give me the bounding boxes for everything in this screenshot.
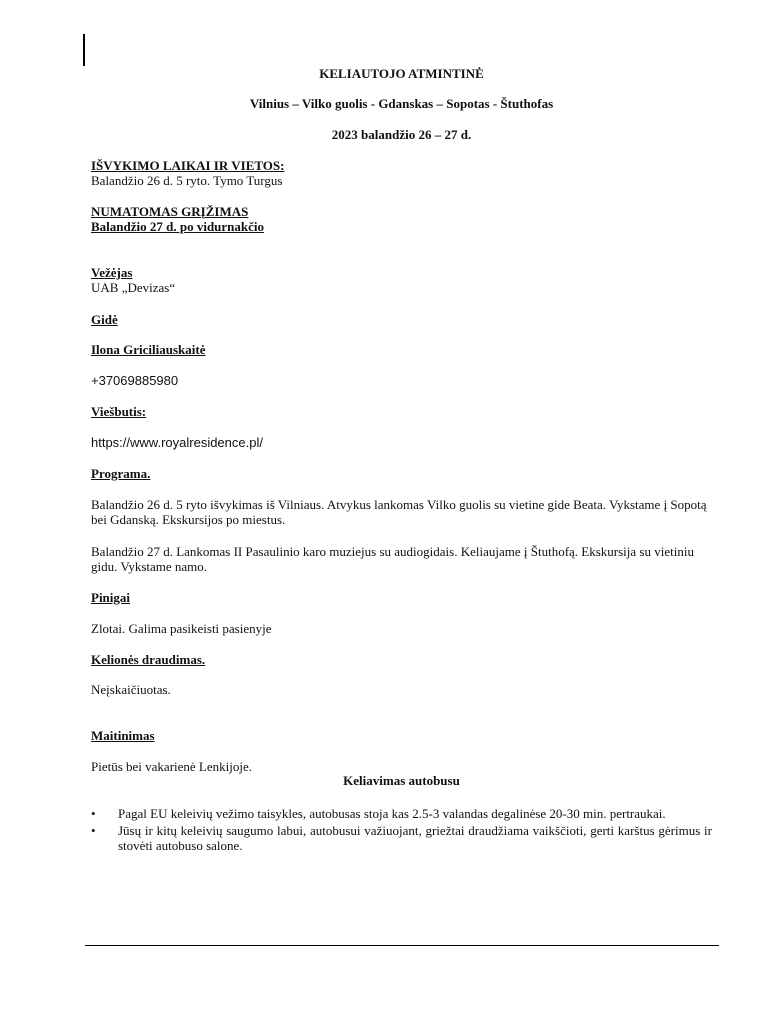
program-day2: Balandžio 27 d. Lankomas II Pasaulinio karo muziejus su audiogidais. Keliaujame į Štuthofą. Ekskursija su vietiniu gidu. Vykstame namo. bbox=[91, 544, 694, 574]
hotel-heading: Viešbutis: bbox=[91, 404, 147, 419]
carrier-section bbox=[91, 265, 712, 295]
list-item bbox=[91, 823, 712, 853]
bullet-icon: • bbox=[91, 823, 96, 838]
program-day1: Balandžio 26 d. 5 ryto išvykimas iš Vilniaus. Atvykus lankomas Vilko guolis su vietine gide Beata. Vykstame į Sopotą bei Gdanską. Ekskursijos po miestus. bbox=[91, 497, 707, 527]
dates-line: 2023 balandžio 26 – 27 d. bbox=[331, 127, 472, 142]
insurance-heading: Kelionės draudimas. bbox=[91, 652, 206, 667]
bus-heading: Keliavimas autobusu bbox=[343, 773, 460, 788]
document-title: KELIAUTOJO ATMINTINĖ bbox=[319, 66, 484, 81]
bus-rule-text: Pagal EU keleivių vežimo taisykles, autobusas stoja kas 2.5-3 valandas degalinėse 20-30 min. pertraukai. bbox=[118, 806, 666, 821]
return-section bbox=[91, 204, 712, 234]
guide-name: Ilona Griciliauskaitė bbox=[91, 342, 206, 357]
money-heading: Pinigai bbox=[91, 590, 131, 605]
return-text: Balandžio 27 d. po vidurnakčio bbox=[91, 219, 265, 234]
text-cursor bbox=[83, 34, 85, 66]
insurance-text: Neįskaičiuotas. bbox=[91, 682, 171, 697]
meals-heading: Maitinimas bbox=[91, 728, 155, 743]
departure-text: Balandžio 26 d. 5 ryto. Tymo Turgus bbox=[91, 173, 283, 188]
guide-heading: Gidė bbox=[91, 312, 118, 327]
route-line: Vilnius – Vilko guolis - Gdanskas – Sopotas - Štuthofas bbox=[249, 96, 554, 111]
carrier-text: UAB „Devizas“ bbox=[91, 280, 176, 295]
return-heading: NUMATOMAS GRĮŽIMAS bbox=[91, 204, 249, 219]
departure-section bbox=[91, 158, 712, 188]
program-heading: Programa. bbox=[91, 466, 151, 481]
meals-text: Pietūs bei vakarienė Lenkijoje. bbox=[91, 759, 253, 774]
hotel-url-link[interactable]: https://www.royalresidence.pl/ bbox=[91, 435, 263, 450]
money-text: Zlotai. Galima pasikeisti pasienyje bbox=[91, 621, 272, 636]
bus-rule-text: Jūsų ir kitų keleivių saugumo labui, autobusui važiuojant, griežtai draudžiama vaikščioti, gerti karštus gėrimus ir stovėti autobuso salone. bbox=[118, 823, 712, 853]
carrier-heading: Vežėjas bbox=[91, 265, 133, 280]
departure-heading: IŠVYKIMO LAIKAI IR VIETOS: bbox=[91, 158, 285, 173]
footer-divider bbox=[85, 945, 719, 946]
guide-phone: +37069885980 bbox=[91, 373, 179, 388]
list-item bbox=[91, 806, 712, 821]
bus-rules-list bbox=[91, 806, 712, 855]
bullet-icon: • bbox=[91, 806, 96, 821]
